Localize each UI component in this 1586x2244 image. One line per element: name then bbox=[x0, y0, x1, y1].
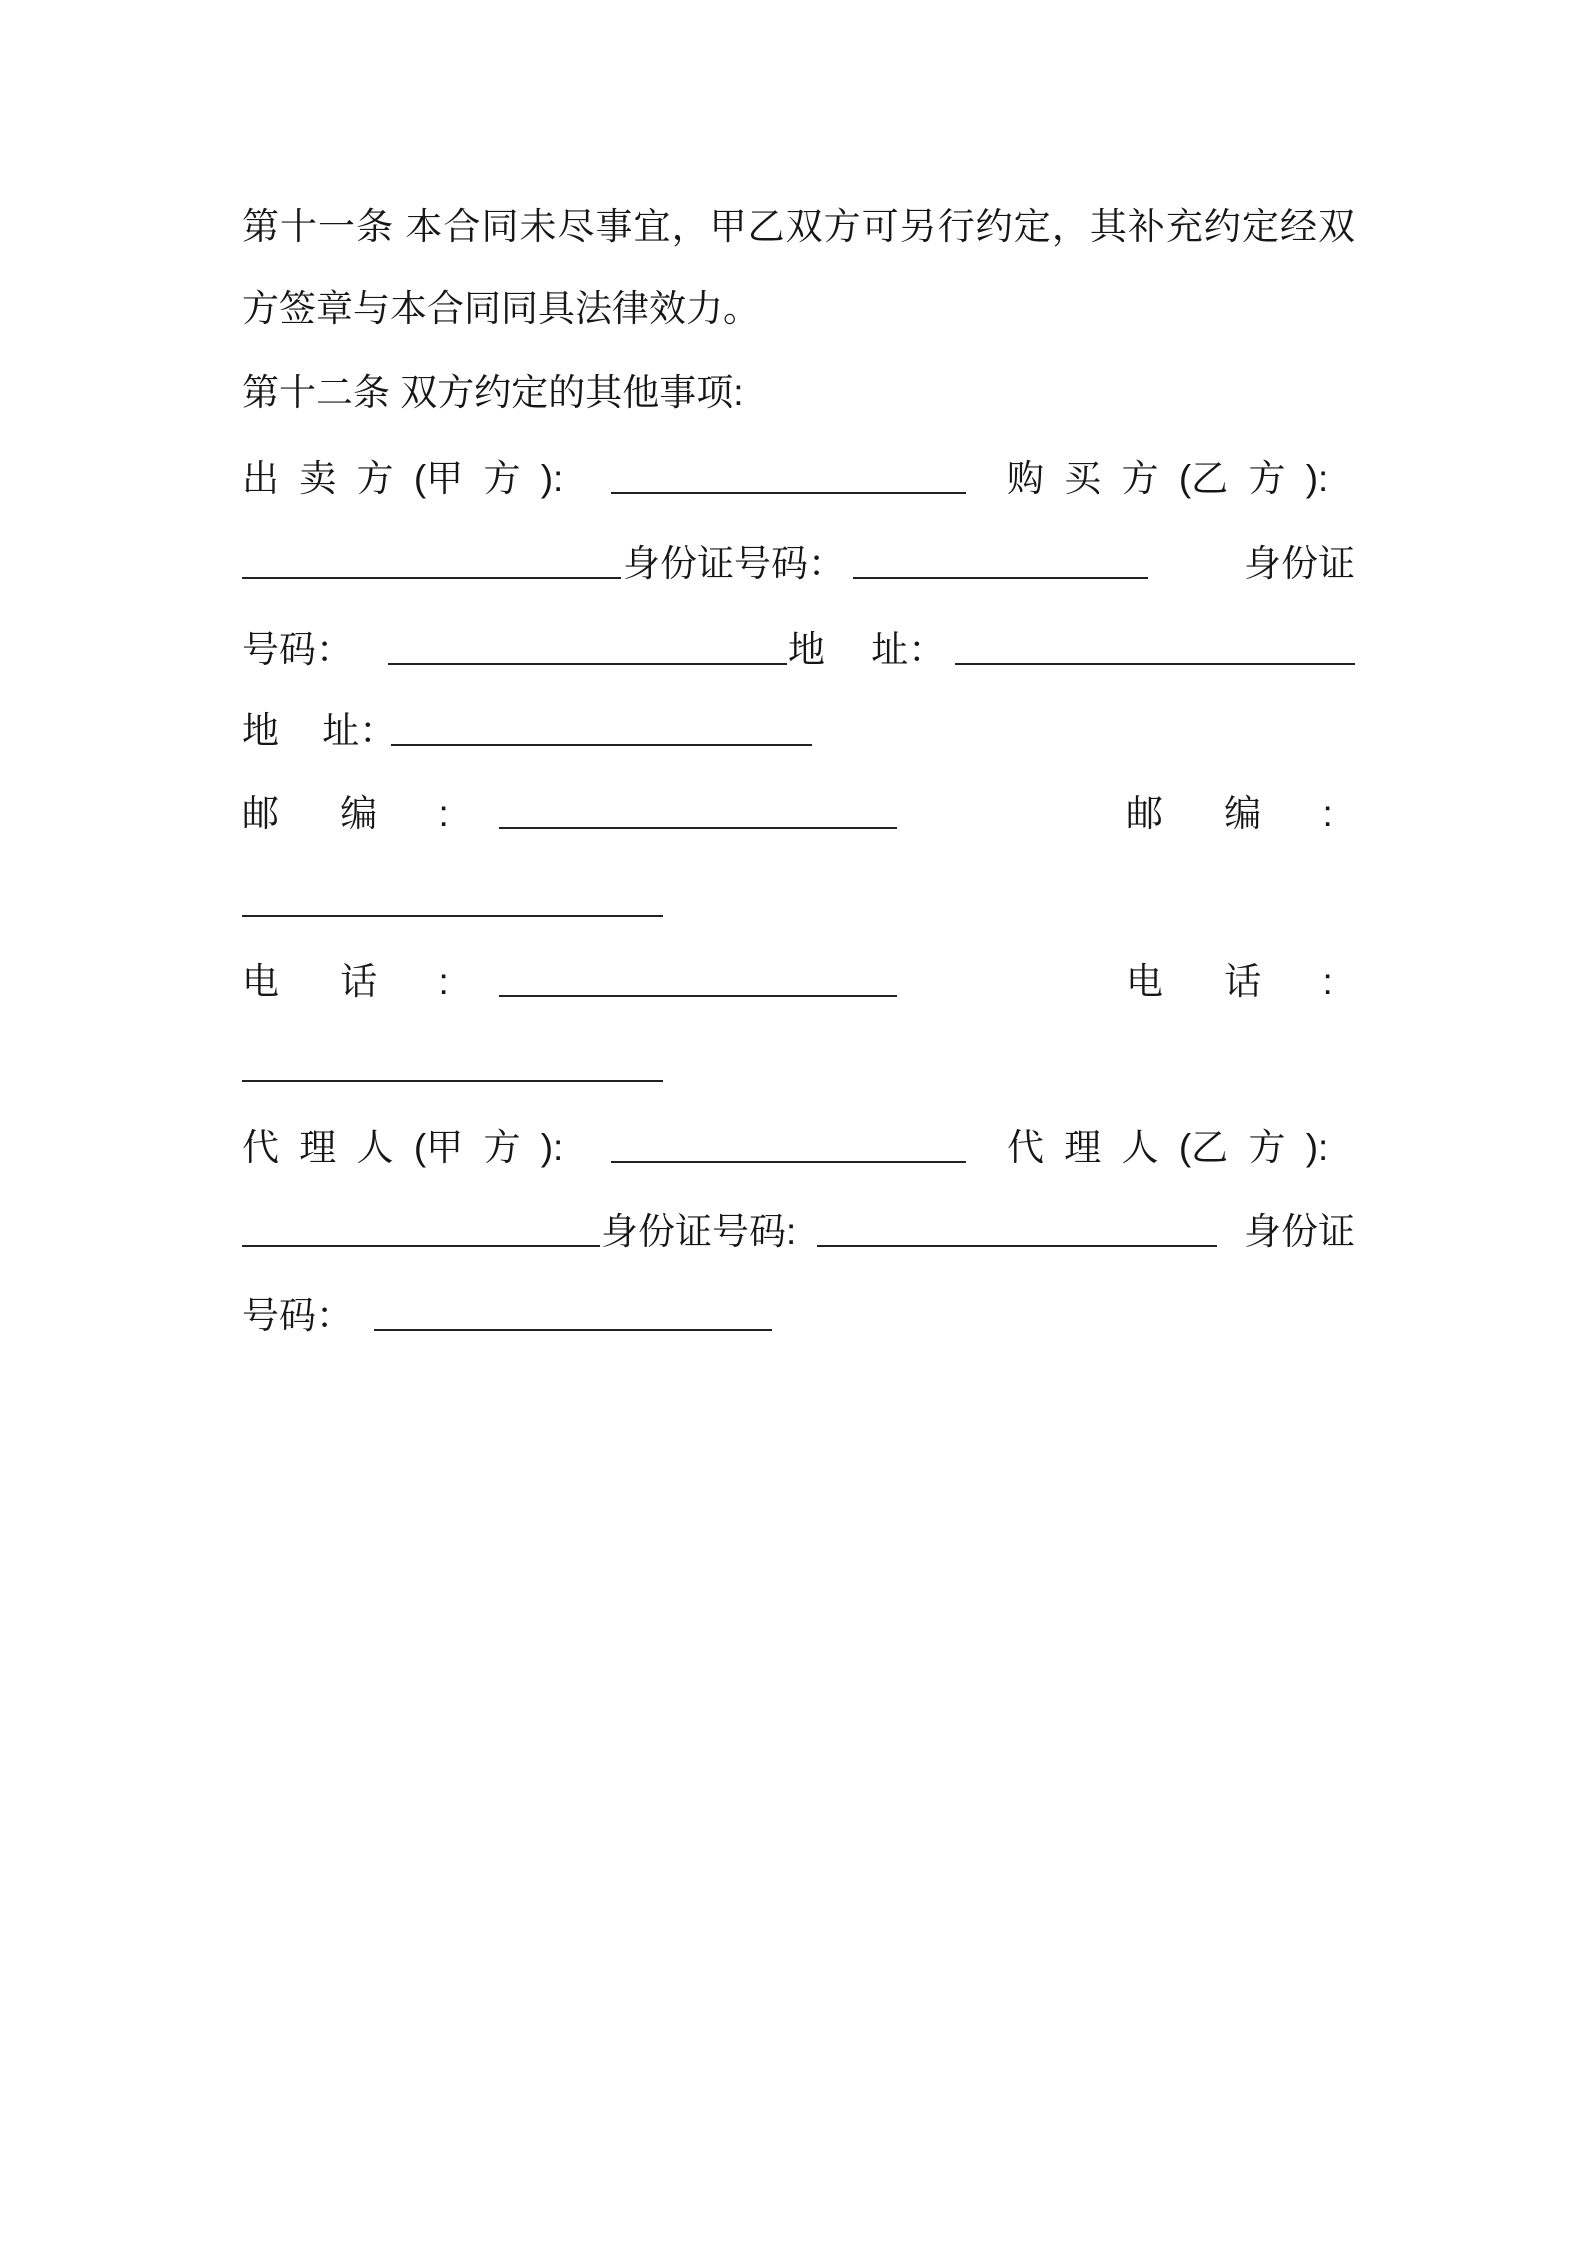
seller-agent-name-blank bbox=[611, 1123, 966, 1163]
article-11-line-2 bbox=[0, 284, 1586, 334]
article-11-text-line-1: 第十一条 本合同未尽事宜，甲乙双方可另行约定，其补充约定经双 bbox=[242, 206, 1355, 247]
buyer-agent-id-number-blank bbox=[374, 1291, 772, 1331]
agents-line bbox=[0, 1123, 1586, 1173]
buyer-postcode-line bbox=[0, 877, 1586, 927]
buyer-id-number-label-end: 号码： bbox=[242, 629, 353, 670]
parties-line bbox=[0, 454, 1586, 504]
seller-name-blank bbox=[611, 454, 966, 494]
buyer-name-blank bbox=[242, 539, 621, 579]
seller-postcode-label: 邮 编 : bbox=[242, 793, 449, 834]
article-11-text-line-2: 方签章与本合同同具法律效力。 bbox=[242, 288, 760, 329]
buyer-postcode-label: 邮 编 : bbox=[1126, 793, 1333, 834]
id-address-line bbox=[0, 625, 1586, 675]
seller-phone-label: 电 话 : bbox=[242, 961, 449, 1002]
article-12-heading: 第十二条 双方约定的其他事项: bbox=[242, 372, 744, 413]
agent-id-number-line bbox=[0, 1207, 1586, 1257]
seller-address-blank bbox=[955, 625, 1355, 665]
postcode-line bbox=[0, 789, 1586, 839]
seller-postcode-blank bbox=[499, 789, 897, 829]
buyer-agent-name-blank bbox=[242, 1207, 600, 1247]
buyer-phone-label: 电 话 : bbox=[1126, 961, 1333, 1002]
article-11-line-1 bbox=[0, 202, 1586, 252]
seller-agent-id-number-blank bbox=[817, 1207, 1217, 1247]
article-12-line bbox=[0, 368, 1586, 418]
seller-id-number-blank bbox=[853, 539, 1148, 579]
buyer-address-blank bbox=[391, 706, 812, 746]
seller-address-label: 地 址： bbox=[788, 629, 946, 670]
phone-line bbox=[0, 957, 1586, 1007]
buyer-address-label: 地 址： bbox=[242, 710, 397, 751]
buyer-phone-line bbox=[0, 1042, 1586, 1092]
buyer-agent-id-number-label-start: 身份证 bbox=[1244, 1211, 1355, 1252]
buyer-label: 购 买 方 (乙 方 ): bbox=[1007, 458, 1329, 499]
buyer-id-number-label-start: 身份证 bbox=[1244, 543, 1355, 584]
buyer-address-line bbox=[0, 706, 1586, 756]
seller-id-number-label: 身份证号码： bbox=[623, 543, 845, 584]
buyer-postcode-blank bbox=[242, 877, 663, 917]
seller-label: 出 卖 方 (甲 方 ): bbox=[242, 458, 564, 499]
id-number-line bbox=[0, 539, 1586, 589]
seller-phone-blank bbox=[499, 957, 897, 997]
buyer-id-number-blank bbox=[388, 625, 787, 665]
buyer-phone-blank bbox=[242, 1042, 663, 1082]
seller-agent-id-number-label: 身份证号码: bbox=[601, 1211, 797, 1252]
buyer-agent-id-number-line bbox=[0, 1291, 1586, 1341]
buyer-agent-id-number-label-end: 号码： bbox=[242, 1295, 353, 1336]
seller-agent-label: 代 理 人 (甲 方 ): bbox=[242, 1127, 564, 1168]
buyer-agent-label: 代 理 人 (乙 方 ): bbox=[1007, 1127, 1329, 1168]
